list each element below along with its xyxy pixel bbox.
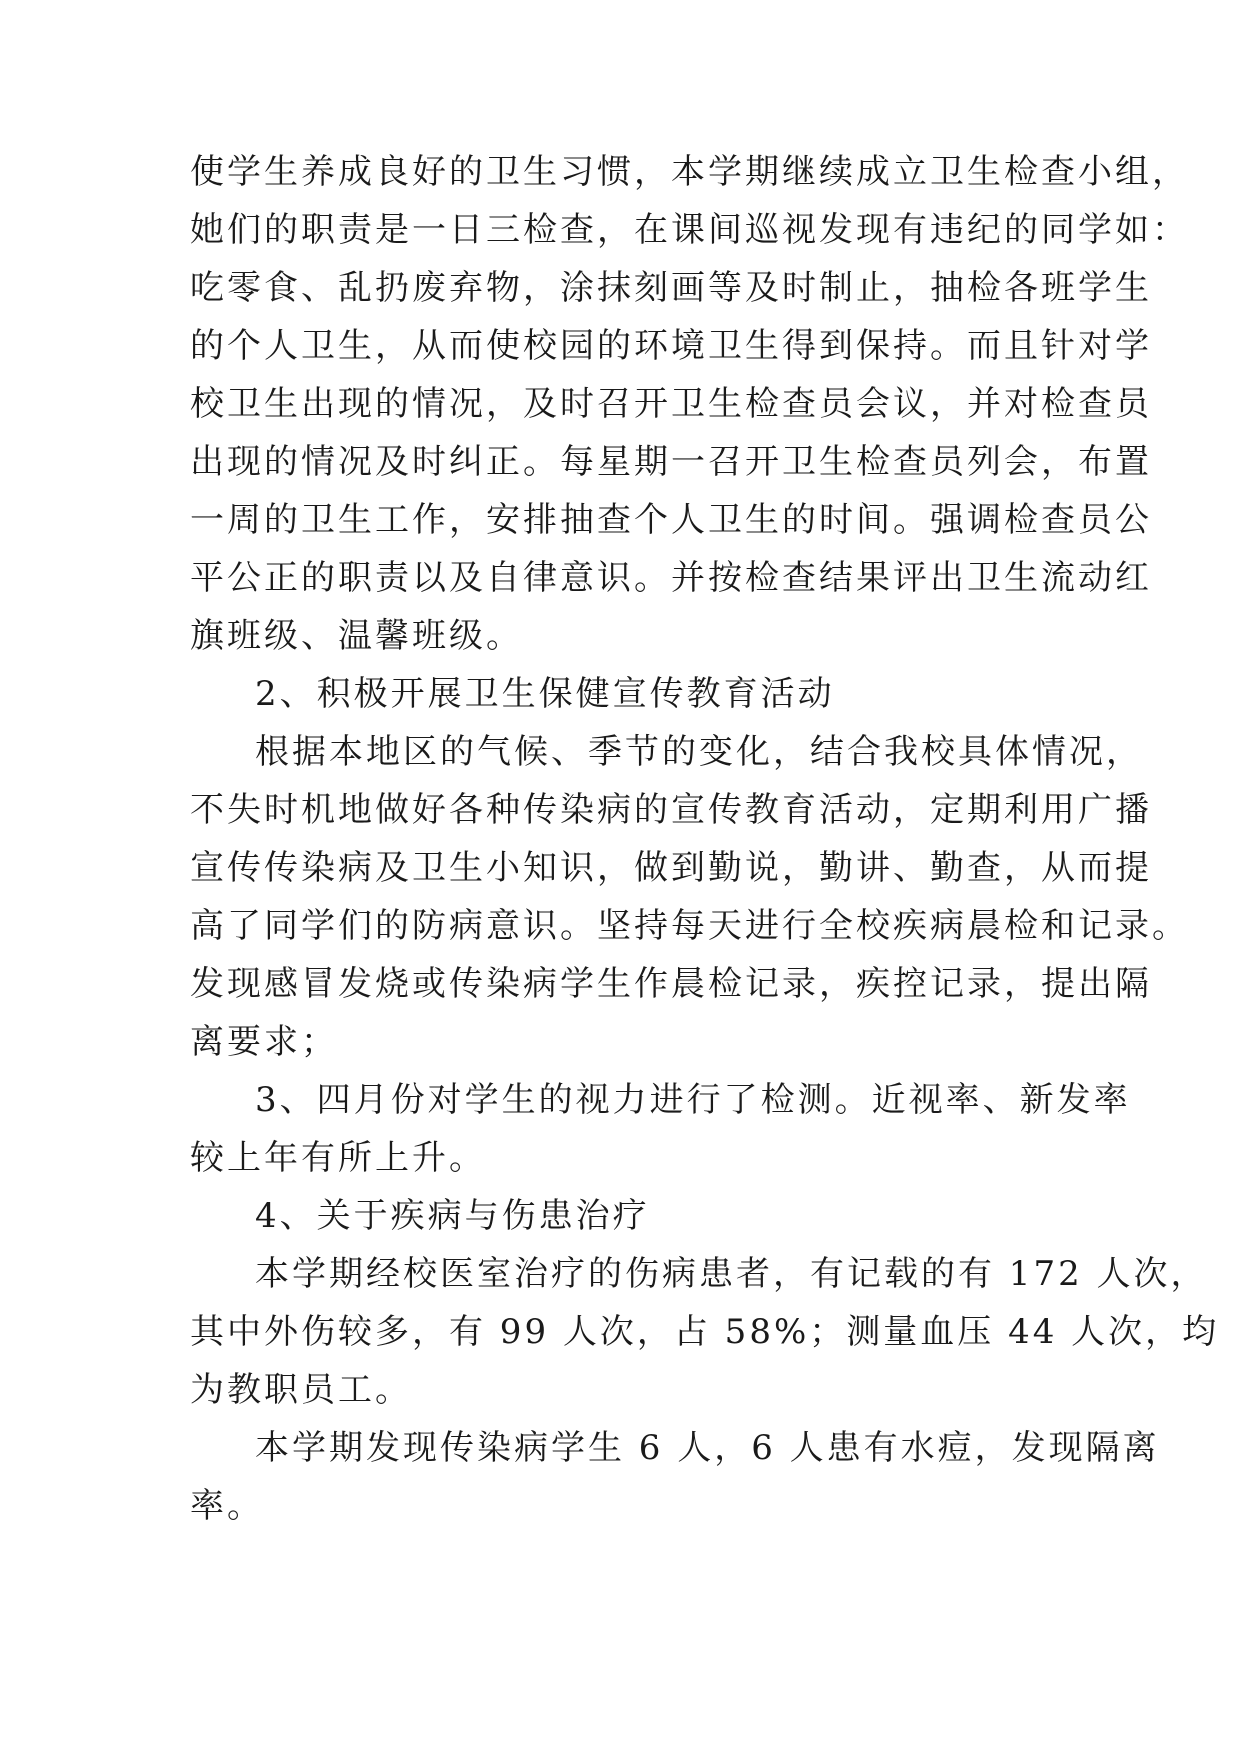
paragraph-line: 旗班级、温馨班级。 (190, 616, 523, 656)
paragraph-line: 的个人卫生，从而使校园的环境卫生得到保持。而且针对学 (190, 326, 1152, 366)
paragraph-line: 平公正的职责以及自律意识。并按检查结果评出卫生流动红 (190, 558, 1152, 598)
paragraph-line: 出现的情况及时纠正。每星期一召开卫生检查员列会，布置 (190, 442, 1152, 482)
paragraph-line: 宣传传染病及卫生小知识，做到勤说，勤讲、勤查，从而提 (190, 848, 1152, 888)
paragraph-line: 使学生养成良好的卫生习惯，本学期继续成立卫生检查小组， (190, 152, 1189, 192)
paragraph-line: 一周的卫生工作，安排抽查个人卫生的时间。强调检查员公 (190, 500, 1152, 540)
paragraph-line: 吃零食、乱扔废弃物，涂抹刻画等及时制止，抽检各班学生 (190, 268, 1152, 308)
section-heading: 2、积极开展卫生保健宣传教育活动 (255, 674, 835, 714)
paragraph-line: 校卫生出现的情况，及时召开卫生检查员会议，并对检查员 (190, 384, 1152, 424)
paragraph-line: 发现感冒发烧或传染病学生作晨检记录，疾控记录，提出隔 (190, 964, 1152, 1004)
paragraph-line: 离要求； (190, 1022, 338, 1062)
paragraph-line: 本学期发现传染病学生 6 人，6 人患有水痘，发现隔离 (255, 1428, 1160, 1468)
paragraph-line: 本学期经校医室治疗的伤病患者，有记载的有 172 人次， (255, 1254, 1208, 1294)
section-heading: 3、四月份对学生的视力进行了检测。近视率、新发率 (255, 1080, 1131, 1120)
paragraph-line: 不失时机地做好各种传染病的宣传教育活动，定期利用广播 (190, 790, 1152, 830)
paragraph-line: 为教职员工。 (190, 1370, 412, 1410)
paragraph-line: 根据本地区的气候、季节的变化，结合我校具体情况， (255, 732, 1143, 772)
paragraph-line: 较上年有所上升。 (190, 1138, 486, 1178)
paragraph-line: 高了同学们的防病意识。坚持每天进行全校疾病晨检和记录。 (190, 906, 1189, 946)
paragraph-line: 她们的职责是一日三检查，在课间巡视发现有违纪的同学如： (190, 210, 1189, 250)
paragraph-line: 率。 (190, 1486, 264, 1526)
paragraph-line: 其中外伤较多，有 99 人次，占 58%；测量血压 44 人次，均 (190, 1312, 1220, 1352)
section-heading: 4、关于疾病与伤患治疗 (255, 1196, 650, 1236)
